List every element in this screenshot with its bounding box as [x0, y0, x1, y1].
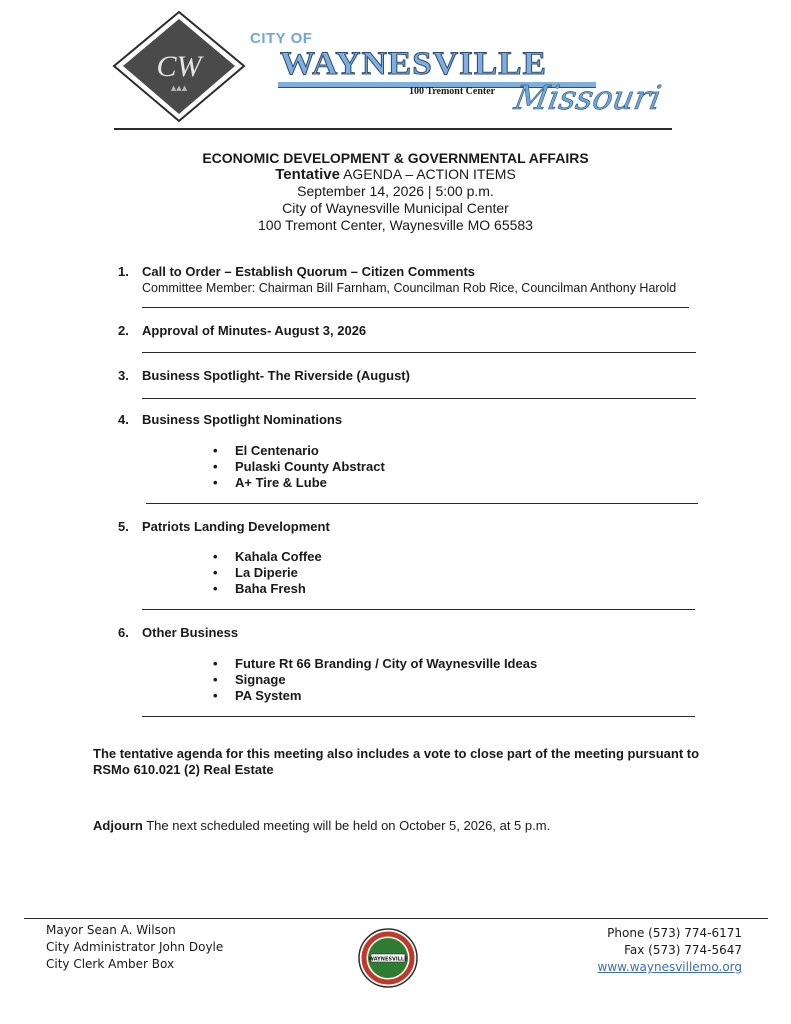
list-item: • A+ Tire & Lube: [213, 475, 385, 491]
item-number: 4.: [118, 412, 129, 427]
item-heading: Business Spotlight- The Riverside (August): [142, 368, 410, 383]
item-heading: Call to Order – Establish Quorum – Citizen Comments: [142, 264, 476, 279]
tentative-label: Tentative: [275, 166, 340, 183]
item-divider: [146, 503, 698, 504]
list-item: • El Centenario: [213, 443, 385, 459]
list-item: • Pulaski County Abstract: [213, 459, 385, 475]
city-wordmark: WAYNESVILLE: [280, 46, 548, 82]
seal-text: WAYNESVILLE: [368, 956, 408, 963]
footer-divider: [24, 918, 768, 919]
other-business-list: [213, 656, 537, 704]
item-heading: Business Spotlight Nominations: [142, 412, 343, 427]
item-divider: [142, 609, 695, 610]
list-item: • Baha Fresh: [213, 581, 322, 597]
meeting-venue: City of Waynesville Municipal Center: [282, 200, 509, 216]
list-item: • Signage: [213, 672, 537, 688]
agenda-subtitle: [0, 166, 791, 183]
item-divider: [142, 398, 696, 399]
item-heading: Patriots Landing Development: [142, 519, 330, 534]
item-number: 2.: [118, 323, 129, 338]
item-number: 6.: [118, 625, 129, 640]
item-heading: Approval of Minutes- August 3, 2026: [142, 323, 367, 338]
state-script: Missouri: [511, 78, 665, 117]
item-divider: [142, 352, 696, 353]
city-logo-diamond: [112, 10, 246, 123]
list-item: • Kahala Coffee: [213, 549, 322, 565]
list-item: • Future Rt 66 Branding / City of Waynesville Ideas: [213, 656, 537, 672]
logo-monogram: CW: [156, 50, 202, 83]
next-meeting-text: The next scheduled meeting will be held on October 5, 2026, at 5 p.m.: [146, 818, 551, 833]
item-number: 5.: [118, 519, 129, 534]
adjourn-line: [93, 818, 550, 833]
item-divider: [142, 307, 689, 308]
item-number: 3.: [118, 368, 129, 383]
administrator-name: City Administrator John Doyle: [46, 940, 224, 954]
development-list: [213, 549, 322, 597]
fax-number: Fax (573) 774-5647: [624, 943, 742, 957]
list-item: • PA System: [213, 688, 537, 704]
closed-session-note: The tentative agenda for this meeting also includes a vote to close part of the meeting pursuant to RSMo 610.021 (2) Real Estate: [93, 746, 700, 777]
officials-list: [46, 922, 223, 973]
agenda-label: AGENDA – ACTION ITEMS: [343, 166, 516, 182]
city-of-label: CITY OF: [250, 30, 313, 47]
committee-members: Committee Member: Chairman Bill Farnham, Councilman Rob Rice, Councilman Anthony Harold: [142, 281, 677, 295]
contact-info: [598, 925, 742, 976]
committee-title: ECONOMIC DEVELOPMENT & GOVERNMENTAL AFFAIRS: [202, 150, 589, 166]
item-heading: Other Business: [142, 625, 239, 640]
website-link[interactable]: www.waynesvillemo.org: [597, 960, 742, 974]
phone-number: Phone (573) 774-6171: [607, 926, 742, 940]
list-item: • La Diperie: [213, 565, 322, 581]
nominations-list: [213, 443, 385, 491]
header-divider: [114, 128, 672, 130]
item-number: 1.: [118, 264, 129, 279]
adjourn-label: Adjourn: [93, 818, 143, 833]
city-seal-icon: [357, 927, 419, 989]
clerk-name: City Clerk Amber Box: [46, 957, 175, 971]
svg-text:▲▲▲: ▲▲▲: [170, 84, 188, 92]
meeting-address: 100 Tremont Center, Waynesville MO 65583: [258, 217, 533, 233]
item-divider: [142, 716, 695, 717]
meeting-datetime: September 14, 2026 | 5:00 p.m.: [297, 183, 494, 199]
mayor-name: Mayor Sean A. Wilson: [46, 923, 176, 937]
header-address: 100 Tremont Center: [409, 86, 496, 97]
